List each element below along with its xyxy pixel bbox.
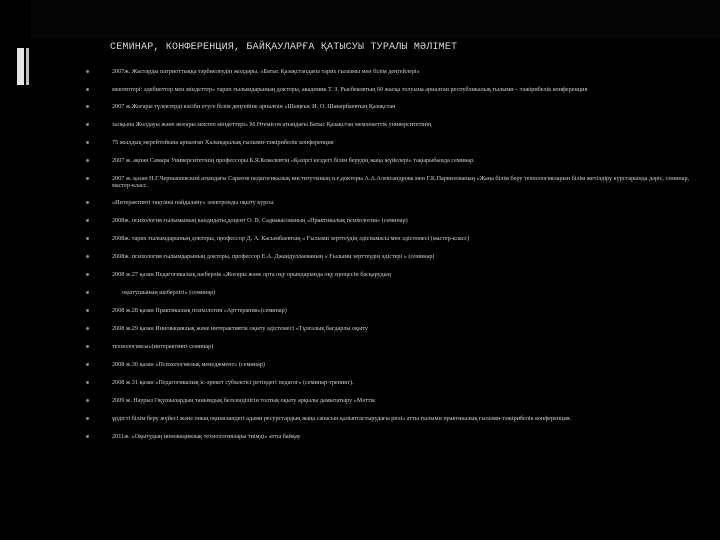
bullet-item: 2011ж. «Оқытудың инновациялық технологиялары тиімді» атты байқау	[86, 433, 696, 441]
bullet-item: оқытушының шеберлігі» (семинар)	[86, 289, 696, 297]
bullet-icon	[86, 273, 89, 276]
bullet-item: 2008 ж.27 қазан Педагогикалық шеберлік «Жоғары және орта оқу орындарында оқу процесін басқарудың	[86, 271, 696, 279]
bullet-icon	[86, 105, 89, 108]
bullet-item: 75 жылдық мерейтойына арналған Халықаралық ғылыми-тәжірибелік конференция	[86, 139, 696, 147]
bullet-item: 2007 ж. қазан Н.Г.Чернышевский атындағы Саратов педагогикалық институтының п.ғ.докторы А.А.Александрова мен Г.К.Парвизованың «Жаңа білім беру технологияларын білім жетілдіру курстарында дәріс, семинар, мастер-класс.	[86, 175, 696, 190]
bullet-icon	[86, 88, 89, 91]
bullet-icon	[86, 381, 89, 384]
bullet-item: халқына Жолдауы және жоғары мектеп міндеттері» М.Өтемісов атындағы Батыс Қазақстан мемлекеттік университетінің	[86, 121, 696, 129]
bullet-icon	[86, 255, 89, 258]
bullet-item: 2008 ж.29 қазан Инновациялық және интерактивтік оқыту әдістемесі «Тұлғалық бағдарлы оқыту	[86, 325, 696, 333]
bullet-item: ұрдісті білім беру жүйесі және оның оқиналандегі адами ресурстардың жаңа сапасын қалыптастырудағы рөлі» атты ғылыми практикалық ғылыми-тәжірибелік конференция.	[86, 415, 696, 423]
bullet-item: технологиясы»(интерактивті семинар)	[86, 343, 696, 351]
bullet-item: 2009 ж. Наурыз Оқушылардың танымдық белсенділігін толтық оқыту арқылы дамытатыру «Мәттік	[86, 397, 696, 405]
accent-bar-thin	[26, 48, 29, 85]
bullet-icon	[86, 435, 89, 438]
bullet-item: 2008 ж.31 қазан «Педагогикалық іс-әрекет субъектісі ретіндегі педагог» (семинар-тренинг).	[86, 379, 696, 387]
bullet-icon	[86, 327, 89, 330]
accent-bar	[17, 48, 24, 85]
bullet-icon	[86, 345, 89, 348]
bullet-item: 2008 ж.30 қазан «Психологиялық менеджмент» (семинар)	[86, 361, 696, 369]
bullet-item: 2008ж. психология ғылымдарының докторы, профессор Е.А. Джаидуллаеваның « Ғылыми зерттеудің әдістері » (семинар)	[86, 253, 696, 261]
bullet-item: 2007 ж.Жоғары түлектерді кәсіби етуге білім деңгейіне арналған «Шыңғыс И. О. Шакирбаевтың Қазақстан	[86, 103, 696, 111]
bullet-icon	[86, 201, 89, 204]
bullet-icon	[86, 417, 89, 420]
bullet-item: 2008 ж.28 қазан Практикалық психология «Арттерапия»(семинар)	[86, 307, 696, 315]
bullet-item: «Интерактивті тақтаны пайдалану» электронды оқыту курсы.	[86, 199, 696, 207]
slide-title: СЕМИНАР, КОНФЕРЕНЦИЯ, БАЙҚАУЛАРҒА ҚАТЫСУЫ ТУРАЛЫ МӘЛІМЕТ	[110, 42, 458, 53]
bullet-icon	[86, 363, 89, 366]
bullet-icon	[86, 70, 89, 73]
bullet-item: 2008ж. психология ғылымының кандидаты,доцент О. В. Садвакасованың «Практикалық психология» (семинар)	[86, 217, 696, 225]
bullet-item: 2007ж. Жастарды патриоттыққа тәрбиелеудің жолдары. «Батыс Қазақстандағы тарих ғылымы мен білім деңгейлері»	[86, 68, 696, 76]
bullet-icon	[86, 309, 89, 312]
bullet-icon	[86, 159, 89, 162]
bullet-icon	[86, 399, 89, 402]
bullet-icon	[86, 291, 89, 294]
bullet-icon	[86, 141, 89, 144]
bullet-item: мектептері: әдебиеттер мен міндеттер» тарих ғылымдарының докторы, академик Т. З. Рысбековтың 60 жасқа толуына арналған республикалық ғылыми – тәжірибелік конференция	[86, 86, 696, 94]
bullet-icon	[86, 177, 89, 180]
bullet-item: 2008ж. тарих ғылымдарының докторы, профессор Д. А. Касымбаевтың « Ғылыми зерттеудің әдіснамасы мен әдістемесі (мастер-класс)	[86, 235, 696, 243]
bullet-icon	[86, 237, 89, 240]
bullet-icon	[86, 123, 89, 126]
top-strip	[30, 0, 720, 38]
bullet-item: 2007 ж. ақпан Самара Университетінің профессоры Б.Я.Ковалевтің «Қазіргі кездегі білім берудің жаңа жүйелері» тақырыбында семинар.	[86, 157, 696, 165]
bullet-icon	[86, 219, 89, 222]
bullet-list	[86, 68, 696, 450]
